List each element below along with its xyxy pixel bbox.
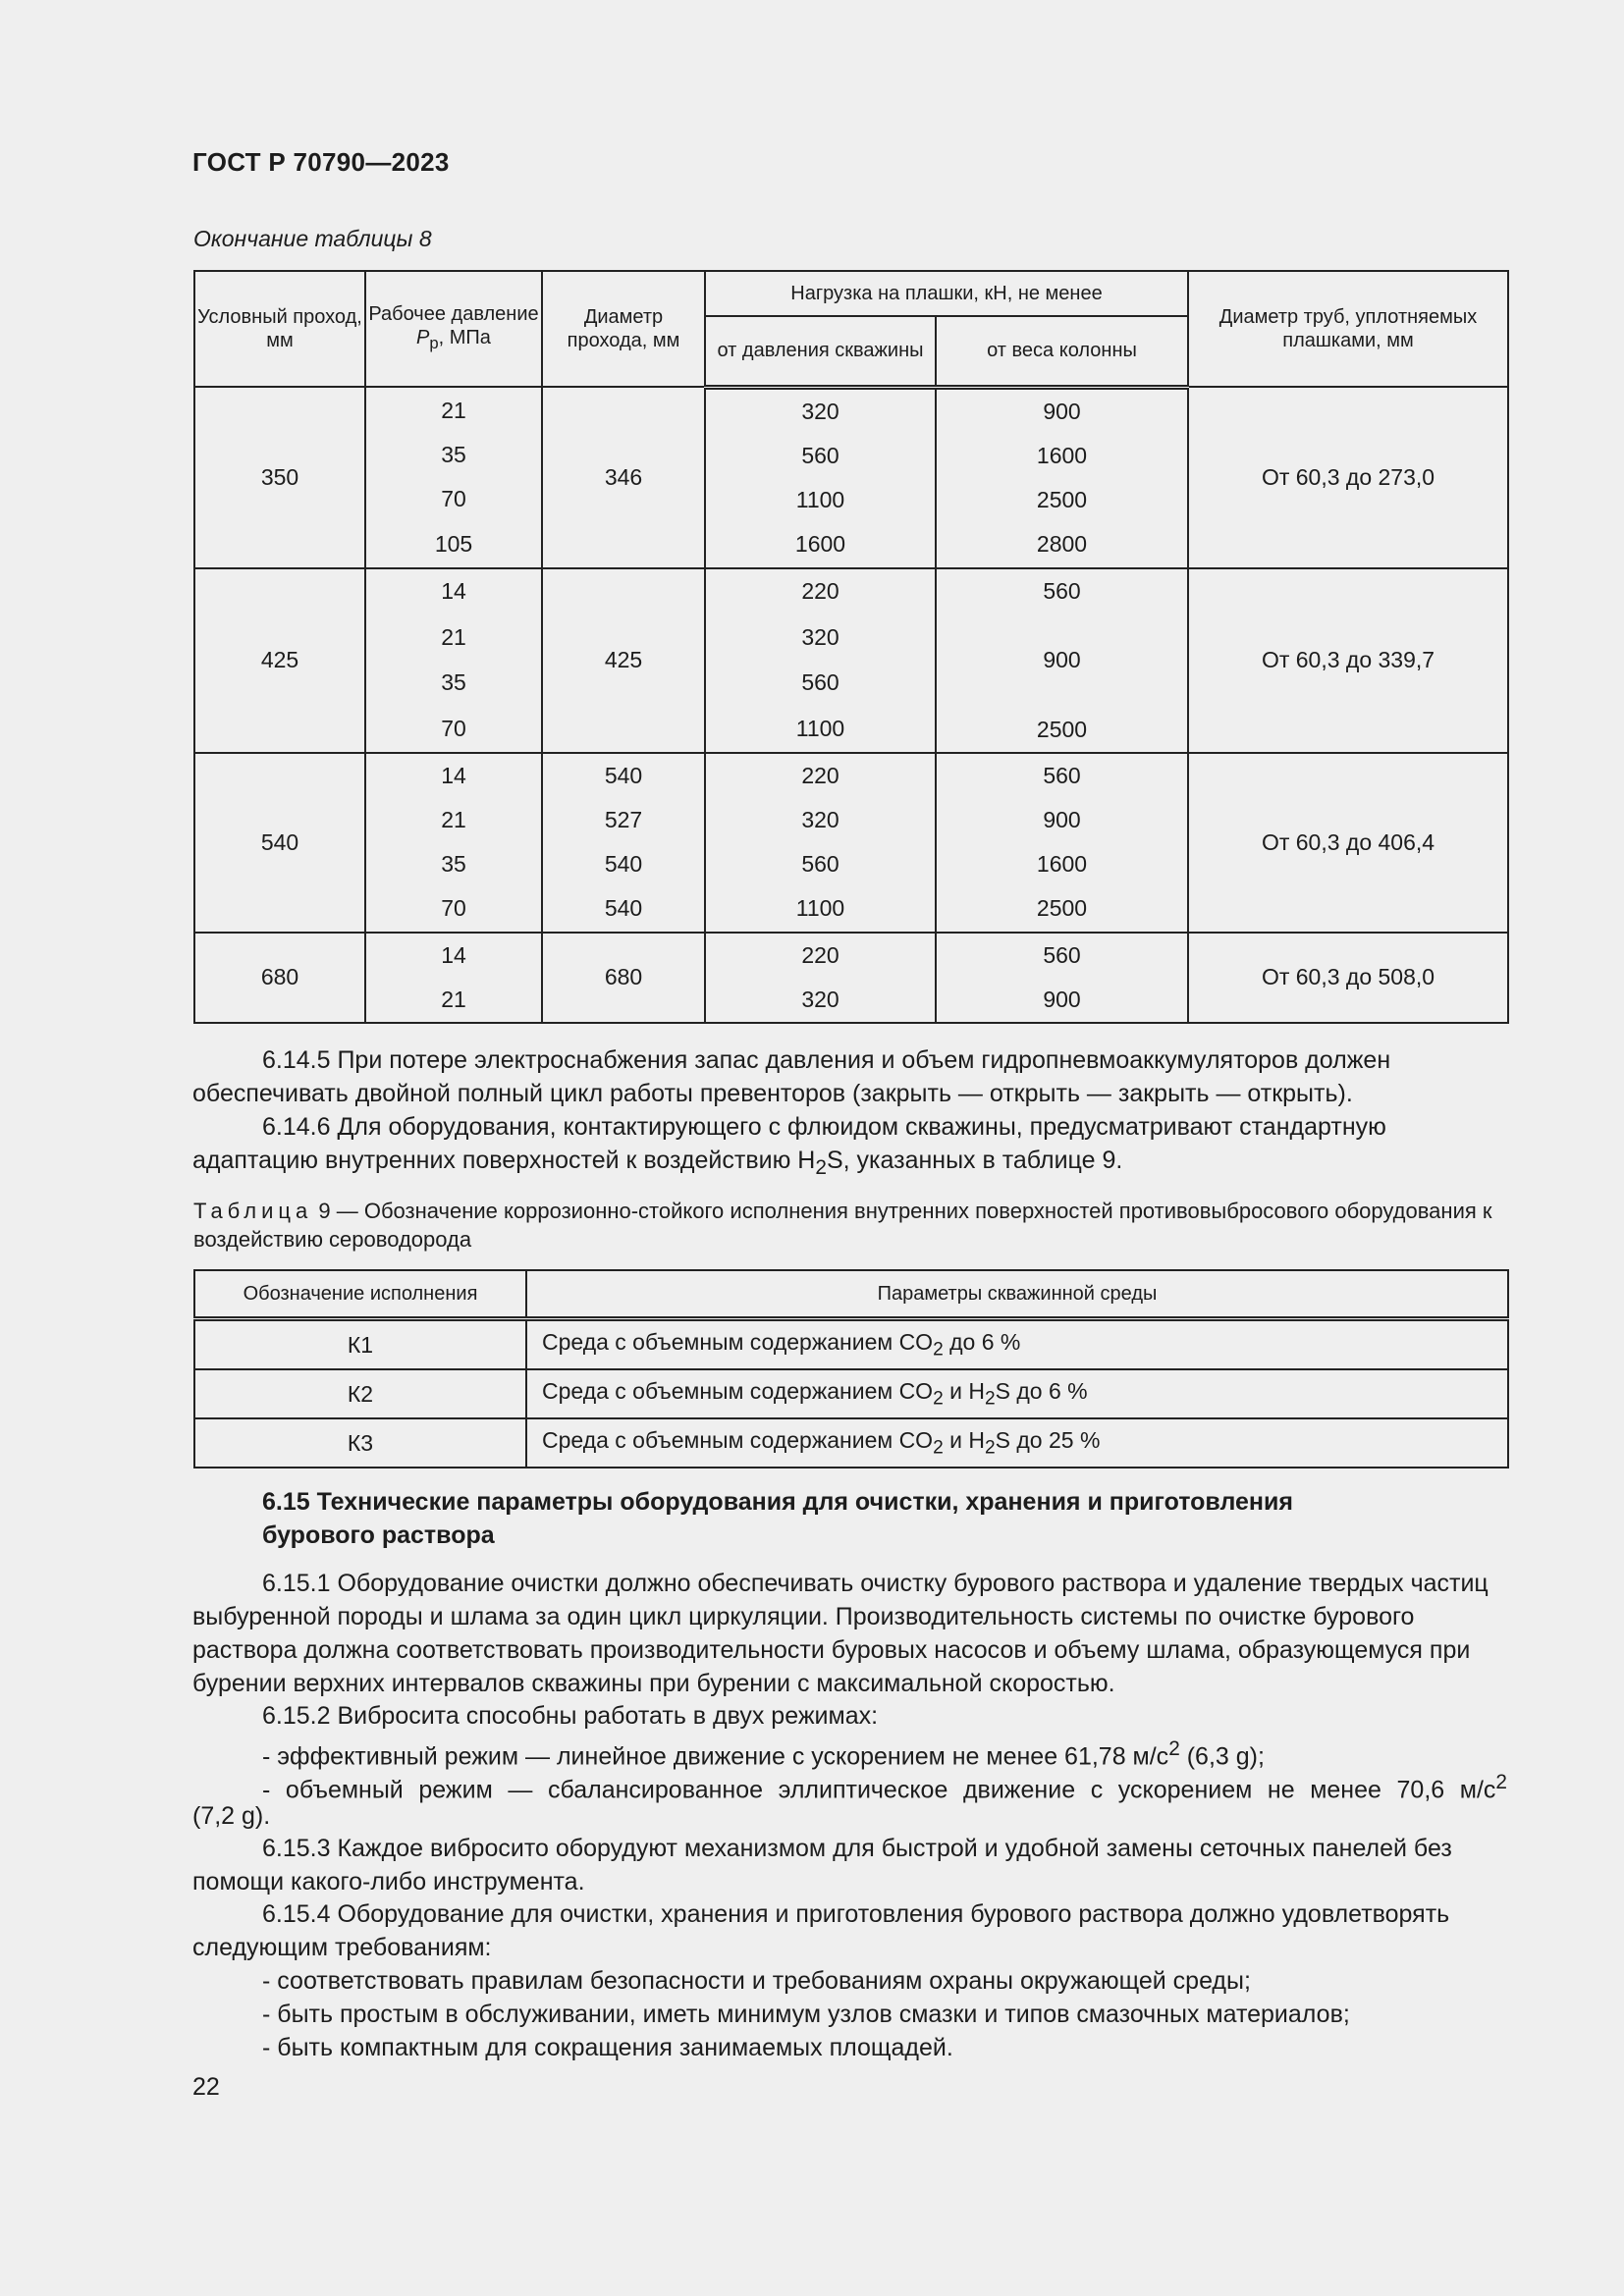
table-row: [194, 568, 1508, 753]
header-bore-diameter: Диаметр прохода, мм: [542, 271, 705, 387]
designation-cell: К1: [194, 1319, 526, 1370]
pressure-cell: 14 21 35 70: [365, 568, 542, 753]
table9-caption: Таблица 9 — Обозначение коррозионно-стойкого исполнения внутренних поверхностей противовыбросового оборудования к воздействию сероводорода: [193, 1199, 1492, 1252]
table8-caption: Окончание таблицы 8: [193, 226, 432, 251]
section-6-15-title-line2: бурового раствора: [262, 1522, 495, 1549]
pressure-cell: 14 21 35 70: [365, 753, 542, 933]
parameters-cell: Среда с объемным содержанием $CO_2$ и $H_2S$ до 25 %: [526, 1418, 1508, 1468]
requirement-item: - быть компактным для сокращения занимаемых площадей.: [262, 2034, 953, 2061]
header-load-string-weight: от веса колонны: [936, 316, 1188, 387]
load-weight-cell: 900 1600 2500 2800: [936, 387, 1188, 568]
pipe-range-cell: От 60,3 до 273,0: [1188, 387, 1508, 568]
header-parameters: Параметры скважинной среды: [526, 1270, 1508, 1319]
paragraph-6-15-1: 6.15.1 Оборудование очистки должно обеспечивать очистку бурового раствора и удаление твердых частиц выбуренной породы и шлама за один цикл циркуляции. Производительность системы по очистке бурового раствора должна соответствовать производительности буровых насосов и объему шлама, образующемуся при бурении верхних интервалов скважины при бурении с максимальной скоростью.: [192, 1570, 1489, 1697]
header-pipe-diameter: Диаметр труб, уплотняемых плашками, мм: [1188, 271, 1508, 387]
bore-cell: 425: [542, 568, 705, 753]
load-pressure-cell: 220 320: [705, 933, 936, 1023]
paragraph-6-15-3: 6.15.3 Каждое вибросито оборудуют механизмом для быстрой и удобной замены сеточных панелей без помощи какого-либо инструмента.: [192, 1835, 1452, 1896]
section-6-15-title-line1: 6.15 Технические параметры оборудования для очистки, хранения и приготовления: [262, 1488, 1293, 1516]
load-pressure-cell: 220 320 560 1100: [705, 568, 936, 753]
load-pressure-cell: 220 320 560 1100: [705, 753, 936, 933]
nominal-bore-cell: 680: [194, 933, 365, 1023]
table-row: [194, 1369, 1508, 1418]
pressure-cell: 14 21: [365, 933, 542, 1023]
table-row: [194, 933, 1508, 1023]
header-designation: Обозначение исполнения: [194, 1270, 526, 1319]
page-number: 22: [192, 2073, 220, 2101]
header-load-group: Нагрузка на плашки, кН, не менее: [705, 271, 1188, 316]
parameters-cell: Среда с объемным содержанием $CO_2$ и $H_2S$ до 6 %: [526, 1369, 1508, 1418]
pipe-range-cell: От 60,3 до 508,0: [1188, 933, 1508, 1023]
load-weight-cell: 560 900: [936, 933, 1188, 1023]
paragraph-6-14-6: 6.14.6 Для оборудования, контактирующего с флюидом скважины, предусматривают стандартную адаптацию внутренних поверхностей к воздействию $H_2S$, указанных в таблице 9.: [192, 1113, 1386, 1179]
bore-cell: 680: [542, 933, 705, 1023]
parameters-cell: Среда с объемным содержанием $CO_2$ до 6 %: [526, 1319, 1508, 1370]
table-9: [193, 1269, 1509, 1468]
pipe-range-cell: От 60,3 до 406,4: [1188, 753, 1508, 933]
paragraph-6-15-2: 6.15.2 Вибросита способны работать в двух режимах:: [262, 1702, 879, 1730]
standard-header: ГОСТ Р 70790—2023: [192, 147, 450, 177]
mode-effective: - эффективный режим — линейное движение с ускорением не менее 61,78 $м/с^2$ (6,3 g);: [262, 1737, 1265, 1771]
header-load-well-pressure: от давления скважины: [705, 316, 936, 387]
header-working-pressure: Рабочее давление $P_р$, МПа: [365, 271, 542, 387]
pressure-cell: 21 35 70 105: [365, 387, 542, 568]
bore-cell: 540 527 540 540: [542, 753, 705, 933]
paragraph-6-15-4: 6.15.4 Оборудование для очистки, хранения и приготовления бурового раствора должно удовлетворять следующим требованиям:: [192, 1900, 1450, 1961]
table-row: [194, 1418, 1508, 1468]
table-row: [194, 1319, 1508, 1370]
designation-cell: К3: [194, 1418, 526, 1468]
table-row: [194, 387, 1508, 568]
requirement-item: - быть простым в обслуживании, иметь минимум узлов смазки и типов смазочных материалов;: [262, 2001, 1350, 2028]
designation-cell: К2: [194, 1369, 526, 1418]
nominal-bore-cell: 540: [194, 753, 365, 933]
requirement-item: - соответствовать правилам безопасности и требованиям охраны окружающей среды;: [262, 1967, 1251, 1995]
mode-volumetric: - объемный режим — сбалансированное эллиптическое движение с ускорением не менее 70,6 $м/с^2$: [262, 1771, 1507, 1804]
bore-cell: 346: [542, 387, 705, 568]
load-weight-cell: 560 900 2500: [936, 568, 1188, 753]
nominal-bore-cell: 425: [194, 568, 365, 753]
table-8: [193, 270, 1509, 1024]
mode-volumetric-continued: (7,2 g).: [192, 1802, 271, 1830]
load-weight-cell: 560 900 1600 2500: [936, 753, 1188, 933]
nominal-bore-cell: 350: [194, 387, 365, 568]
paragraph-6-14-5: 6.14.5 При потере электроснабжения запас давления и объем гидропневмоаккумуляторов должен обеспечивать двойной полный цикл работы превенторов (закрыть — открыть — закрыть — открыть).: [192, 1046, 1391, 1107]
header-nominal-bore: Условный проход, мм: [194, 271, 365, 387]
load-pressure-cell: 320 560 1100 1600: [705, 387, 936, 568]
table-row: [194, 753, 1508, 933]
pipe-range-cell: От 60,3 до 339,7: [1188, 568, 1508, 753]
